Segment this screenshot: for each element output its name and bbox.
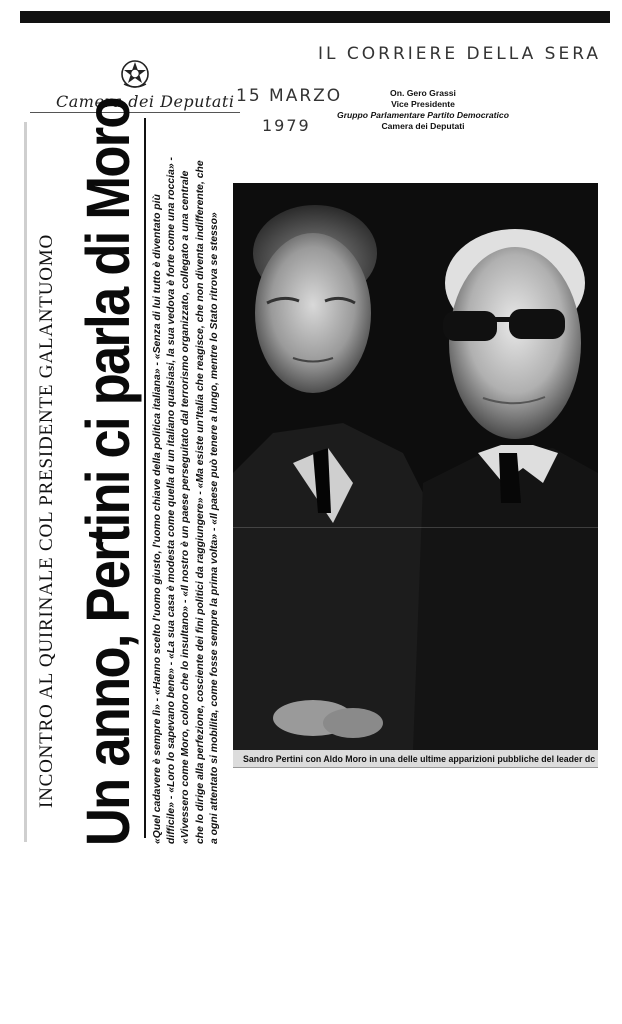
photo-caption: Sandro Pertini con Aldo Moro in una delle ultime apparizioni pubbliche del leader dc [233,750,598,768]
headline-rule [144,118,146,838]
clipping-edge [24,122,27,842]
stamp-name: On. Gero Grassi [390,88,456,98]
handwritten-newspaper-name: IL CORRIERE DELLA SERA [318,44,601,64]
article-kicker: INCONTRO AL QUIRINALE COL PRESIDENTE GALANTUOMO [36,234,57,808]
stamp-house: Camera dei Deputati [381,121,465,131]
deputy-stamp [328,88,518,132]
handwritten-year: 1979 [262,116,311,135]
article-headline: Un anno, Pertini ci parla di Moro [74,98,142,846]
paper-fold-line [233,527,598,528]
quote-line: difficile» - «Loro lo sapevano bene» - «La sua casa è modesta come quella di un italiano qualsiasi, la sua vedova è forte come una roccia» - [166,157,177,844]
camera-dei-deputati-logo: Camera dei Deputati [56,92,235,111]
stamp-group: Gruppo Parlamentare Partito Democratico [337,110,509,120]
scan-top-border [20,11,610,23]
italian-republic-emblem-icon [118,56,152,90]
photo-pertini-moro [233,183,598,750]
stamp-role: Vice Presidente [391,99,455,109]
quote-line: che lo dirige alla perfezione, cosciente dei fini politici da raggiungere» - «Ma esiste un'Italia che reagisce, che non diventa indifferente, che [195,160,206,844]
quote-line: «Vivessero come Moro, coloro che lo insultano» - «Il nostro è un paese perseguitato dal terrorismo organizzato, collegato a una centrale [180,170,191,844]
handwritten-date: 15 MARZO [236,86,343,106]
quote-line: a ogni attentato si mobilita, come fosse sempre la prima volta» - «Il paese può tenere a lungo, mentre lo Stato ritrova se stesso» [209,212,220,844]
quote-line: «Quel cadavere è sempre lì» - «Hanno scelto l'uomo giusto, l'uomo chiave della politica italiana» - «Senza di lui tutto è diventato più [152,194,163,844]
